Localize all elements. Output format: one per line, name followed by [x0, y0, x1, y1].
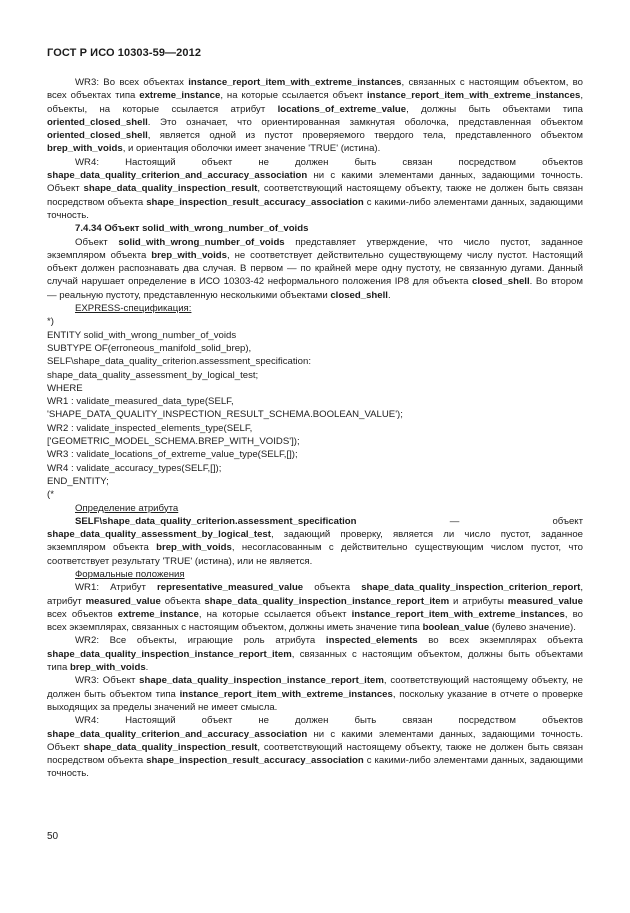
express-spec-label: EXPRESS-спецификация:: [75, 303, 192, 315]
code-line: ENTITY solid_with_wrong_number_of_voids: [47, 329, 237, 341]
express-code-block: [47, 315, 583, 501]
formal-propositions-label: Формальные положения: [75, 568, 185, 580]
page-number: 50: [47, 831, 59, 842]
code-line: SELF\shape_data_quality_criterion.assessment_specification:: [47, 356, 311, 368]
section-title: 7.4.34 Объект solid_with_wrong_number_of_voids: [75, 223, 309, 235]
code-line: (*: [47, 489, 54, 501]
code-line: shape_data_quality_assessment_by_logical_test;: [47, 369, 259, 381]
paragraph-formal-wr3: WR3: Объект shape_data_quality_inspection_instance_report_item, соответствующий настоящему объекту, не должен быть объектом типа instance_report_item_with_extreme_instances, поскольку указание в отчете о проверке выходящих за пределы значений не имеет смысла.: [47, 675, 584, 713]
paragraph-formal-wr4: WR4: Настоящий объект не должен быть связан посредством объектов shape_data_quality_criterion_and_accuracy_association ни с какими элементами данных, задающими точность. Объект shape_data_quality_inspection_result, соответствующий настоящему объекту, также не должен быть связан посредством объекта shape_inspection_result_accuracy_association с какими-либо элементами данных, задающими точность.: [47, 715, 583, 780]
code-line: 'SHAPE_DATA_QUALITY_INSPECTION_RESULT_SCHEMA.BOOLEAN_VALUE');: [47, 409, 403, 421]
paragraph-attribute-definition: SELF\shape_data_quality_criterion.assessment_specification — объект shape_data_quality_assessment_by_logical_test, задающий проверку, является ли число пустот, заданное экземпляром объекта brep_with_voids, несогласованным с действительно существующим числом пустот, что соответствует результату 'TRUE' (истина), или не является.: [47, 515, 583, 567]
code-line: WR2 : validate_inspected_elements_type(SELF,: [47, 422, 253, 434]
document-body: [47, 76, 583, 781]
paragraph-wr3: WR3: Во всех объектах instance_report_item_with_extreme_instances, связанных с настоящим объектом, во всех объектах типа extreme_instance, на которые ссылается объект instance_report_item_with_extreme_instances, объекты, на которые ссылается атрибут locations_of_extreme_value, должны быть объектами типа oriented_closed_shell. Это означает, что ориентированная замкнутая оболочка, представленная объектом oriented_closed_shell, является одной из пустот проверяемого твердого тела, представленного объектом brep_with_voids, и ориентация оболочки имеет значение 'TRUE' (истина).: [47, 77, 583, 155]
paragraph-formal-wr1: WR1: Атрибут representative_measured_value объекта shape_data_quality_inspection_criterion_report, атрибут measured_value объекта shape_data_quality_inspection_instance_report_item и атрибуты measured_value всех объектов extreme_instance, на которые ссылается объект instance_report_item_with_extreme_instances, во всех экземплярах, связанных с настоящим объектом, должны иметь значение типа boolean_value (булево значение).: [47, 582, 583, 634]
code-line: END_ENTITY;: [47, 475, 109, 487]
code-line: WR4 : validate_accuracy_types(SELF,[]);: [47, 462, 222, 474]
code-line: WHERE: [47, 382, 83, 394]
code-line: WR3 : validate_locations_of_extreme_value_type(SELF,[]);: [47, 449, 298, 461]
paragraph-entity-description: Объект solid_with_wrong_number_of_voids представляет утверждение, что число пустот, заданное экземпляром объекта brep_with_voids, не соответствует действительно существующему числу пустот. Настоящий объект должен распознавать два случая. В первом — по крайней мере одну пустоту, не связанную дугами. Данный случай нарушает определение в ИСО 10303-42 неформального положения IP8 для объекта closed_shell. Во втором — реальную пустоту, представленную несколькими объектами closed_shell.: [47, 236, 583, 301]
paragraph-wr4: WR4: Настоящий объект не должен быть связан посредством объектов shape_data_quality_criterion_and_accuracy_association ни с какими элементами данных, задающими точность. Объект shape_data_quality_inspection_result, соответствующий настоящему объекту, также не должен быть связан посредством объекта shape_inspection_result_accuracy_association с какими-либо элементами данных, задающими точность.: [47, 156, 583, 221]
code-line: ['GEOMETRIC_MODEL_SCHEMA.BREP_WITH_VOIDS']);: [47, 436, 300, 448]
attribute-definition-label: Определение атрибута: [75, 502, 179, 514]
code-line: WR1 : validate_measured_data_type(SELF,: [47, 396, 234, 408]
paragraph-formal-wr2: WR2: Все объекты, играющие роль атрибута inspected_elements во всех экземплярах объекта shape_data_quality_inspection_instance_report_item, связанных с настоящим объектом, должны быть объектами типа brep_with_voids.: [47, 635, 583, 674]
code-line: SUBTYPE OF(erroneous_manifold_solid_brep),: [47, 342, 252, 354]
page-header: ГОСТ Р ИСО 10303-59—2012: [47, 47, 202, 59]
code-line: *): [47, 316, 54, 328]
